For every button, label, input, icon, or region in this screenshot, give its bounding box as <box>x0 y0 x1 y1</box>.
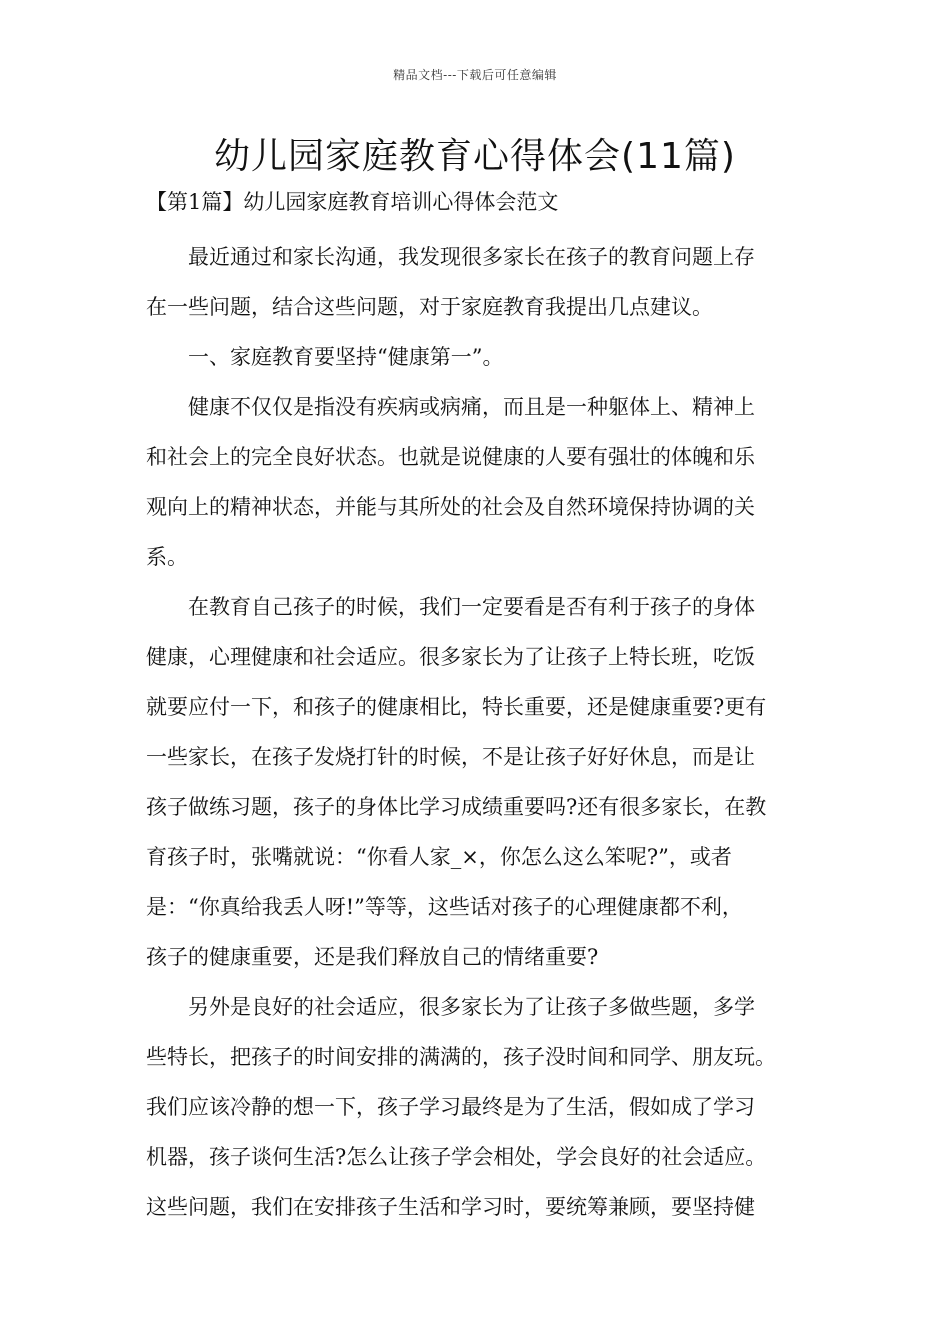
text-line: 在一些问题，结合这些问题，对于家庭教育我提出几点建议。 <box>146 295 713 319</box>
text-line: 另外是良好的社会适应，很多家长为了让孩子多做些题，多学 <box>188 995 755 1019</box>
text-line: 一些家长，在孩子发烧打针的时候，不是让孩子好好休息，而是让 <box>146 745 755 769</box>
page-title: 幼儿园家庭教育心得体会(11篇) <box>214 136 736 177</box>
text-line: 就要应付一下，和孩子的健康相比，特长重要，还是健康重要?更有 <box>146 695 767 719</box>
text-line: 孩子做练习题，孩子的身体比学习成绩重要吗?还有很多家长，在教 <box>146 795 767 819</box>
text-line: 机器，孩子谈何生活?怎么让孩子学会相处，学会良好的社会适应。 <box>146 1145 767 1169</box>
text-line: 这些问题，我们在安排孩子生活和学习时，要统筹兼顾，要坚持健 <box>146 1195 755 1219</box>
text-line: 和社会上的完全良好状态。也就是说健康的人要有强壮的体魄和乐 <box>146 445 755 469</box>
section-heading: 【第1篇】幼儿园家庭教育培训心得体会范文 <box>146 190 559 214</box>
text-line: 健康，心理健康和社会适应。很多家长为了让孩子上特长班，吃饭 <box>146 645 755 669</box>
text-line: 一、家庭教育要坚持“健康第一”。 <box>188 345 504 369</box>
text-line: 系。 <box>146 545 188 569</box>
text-line: 育孩子时，张嘴就说：“你看人家_×，你怎么这么笨呢?”，或者 <box>146 845 732 869</box>
text-line: 观向上的精神状态，并能与其所处的社会及自然环境保持协调的关 <box>146 495 755 519</box>
body-text <box>146 232 836 1232</box>
text-line: 些特长，把孩子的时间安排的满满的，孩子没时间和同学、朋友玩。 <box>146 1045 776 1069</box>
text-line: 孩子的健康重要，还是我们释放自己的情绪重要? <box>146 945 599 969</box>
text-line: 健康不仅仅是指没有疾病或病痛，而且是一种躯体上、精神上 <box>188 395 755 419</box>
text-line: 是：“你真给我丢人呀!”等等，这些话对孩子的心理健康都不利， <box>146 895 743 919</box>
text-line: 我们应该冷静的想一下，孩子学习最终是为了生活，假如成了学习 <box>146 1095 755 1119</box>
text-line: 最近通过和家长沟通，我发现很多家长在孩子的教育问题上存 <box>188 245 755 269</box>
header-note: 精品文档---下载后可任意编辑 <box>393 68 557 82</box>
text-line: 在教育自己孩子的时候，我们一定要看是否有利于孩子的身体 <box>188 595 755 619</box>
